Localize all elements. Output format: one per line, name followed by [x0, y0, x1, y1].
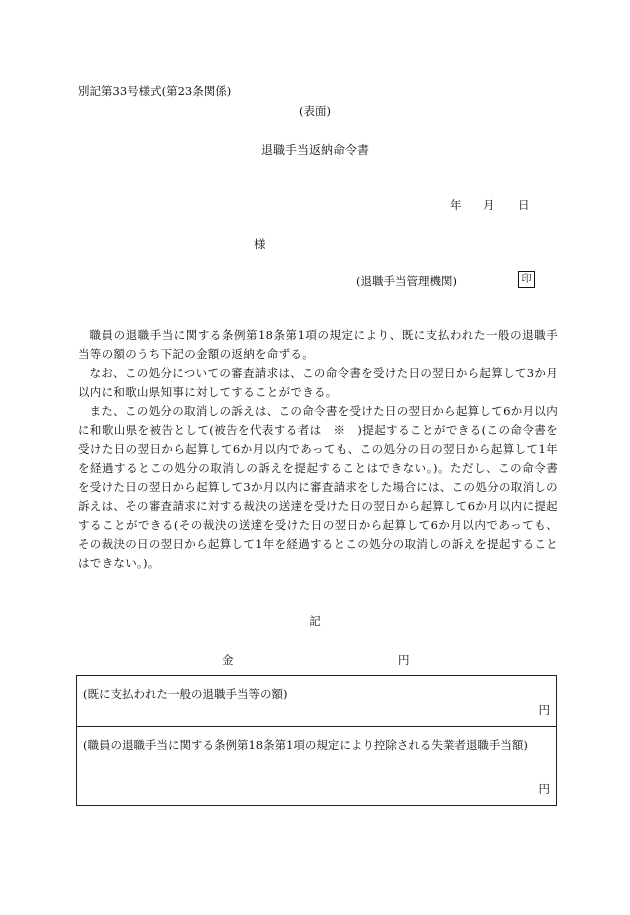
body-paragraph: 職員の退職手当に関する条例第18条第1項の規定により、既に支払われた一般の退職手当等の額のうち下記の金額の返納を命ずる。 — [78, 328, 558, 361]
side-label: (表面) — [299, 104, 331, 118]
amount-label: 金 — [222, 653, 234, 667]
row-label: (既に支払われた一般の退職手当等の額) — [83, 687, 288, 701]
form-number: 別記第33号様式(第23条関係) — [78, 84, 232, 98]
table-row — [77, 676, 556, 727]
addressee-suffix: 様 — [254, 237, 266, 251]
body-paragraph: また、この処分の取消しの訴えは、この命令書を受けた日の翌日から起算して6か月以内に和歌山県を被告として(被告を代表する者は ※ )提起することができる(この命令書を受けた日の翌日から起算して6か月以内であっても、この処分の日の翌日から起算して1年を経過するとこの処分の取消しの訴えを提起することはできない。)。ただし、この命令書を受けた日の翌日から起算して3か月以内に審査請求をした場合には、この処分の取消しの訴えは、その審査請求に対する裁決の送達を受けた日の翌日から起算して6か月以内に提起することができる(その裁決の送達を受けた日の翌日から起算して6か月以内であっても、その裁決の日の翌日から起算して1年を経過するとこの処分の取消しの訴えを提起することはできない。)。 — [78, 404, 558, 570]
record-heading: 記 — [309, 614, 321, 628]
amount-unit: 円 — [398, 653, 410, 667]
document-title: 退職手当返納命令書 — [260, 143, 369, 157]
body-text — [78, 326, 558, 573]
date-month-label: 月 — [483, 198, 495, 212]
table-row — [77, 727, 556, 805]
row-unit: 円 — [538, 703, 550, 717]
seal-mark: 印 — [518, 271, 535, 288]
amount-table — [76, 675, 557, 806]
date-day-label: 日 — [518, 198, 530, 212]
date-year-label: 年 — [450, 198, 462, 212]
row-unit: 円 — [538, 782, 550, 796]
issuer-label: (退職手当管理機関) — [356, 274, 457, 288]
row-label: (職員の退職手当に関する条例第18条第1項の規定により控除される失業者退職手当額) — [83, 738, 528, 752]
body-paragraph: なお、この処分についての審査請求は、この命令書を受けた日の翌日から起算して3か月以内に和歌山県知事に対してすることができる。 — [78, 366, 558, 399]
